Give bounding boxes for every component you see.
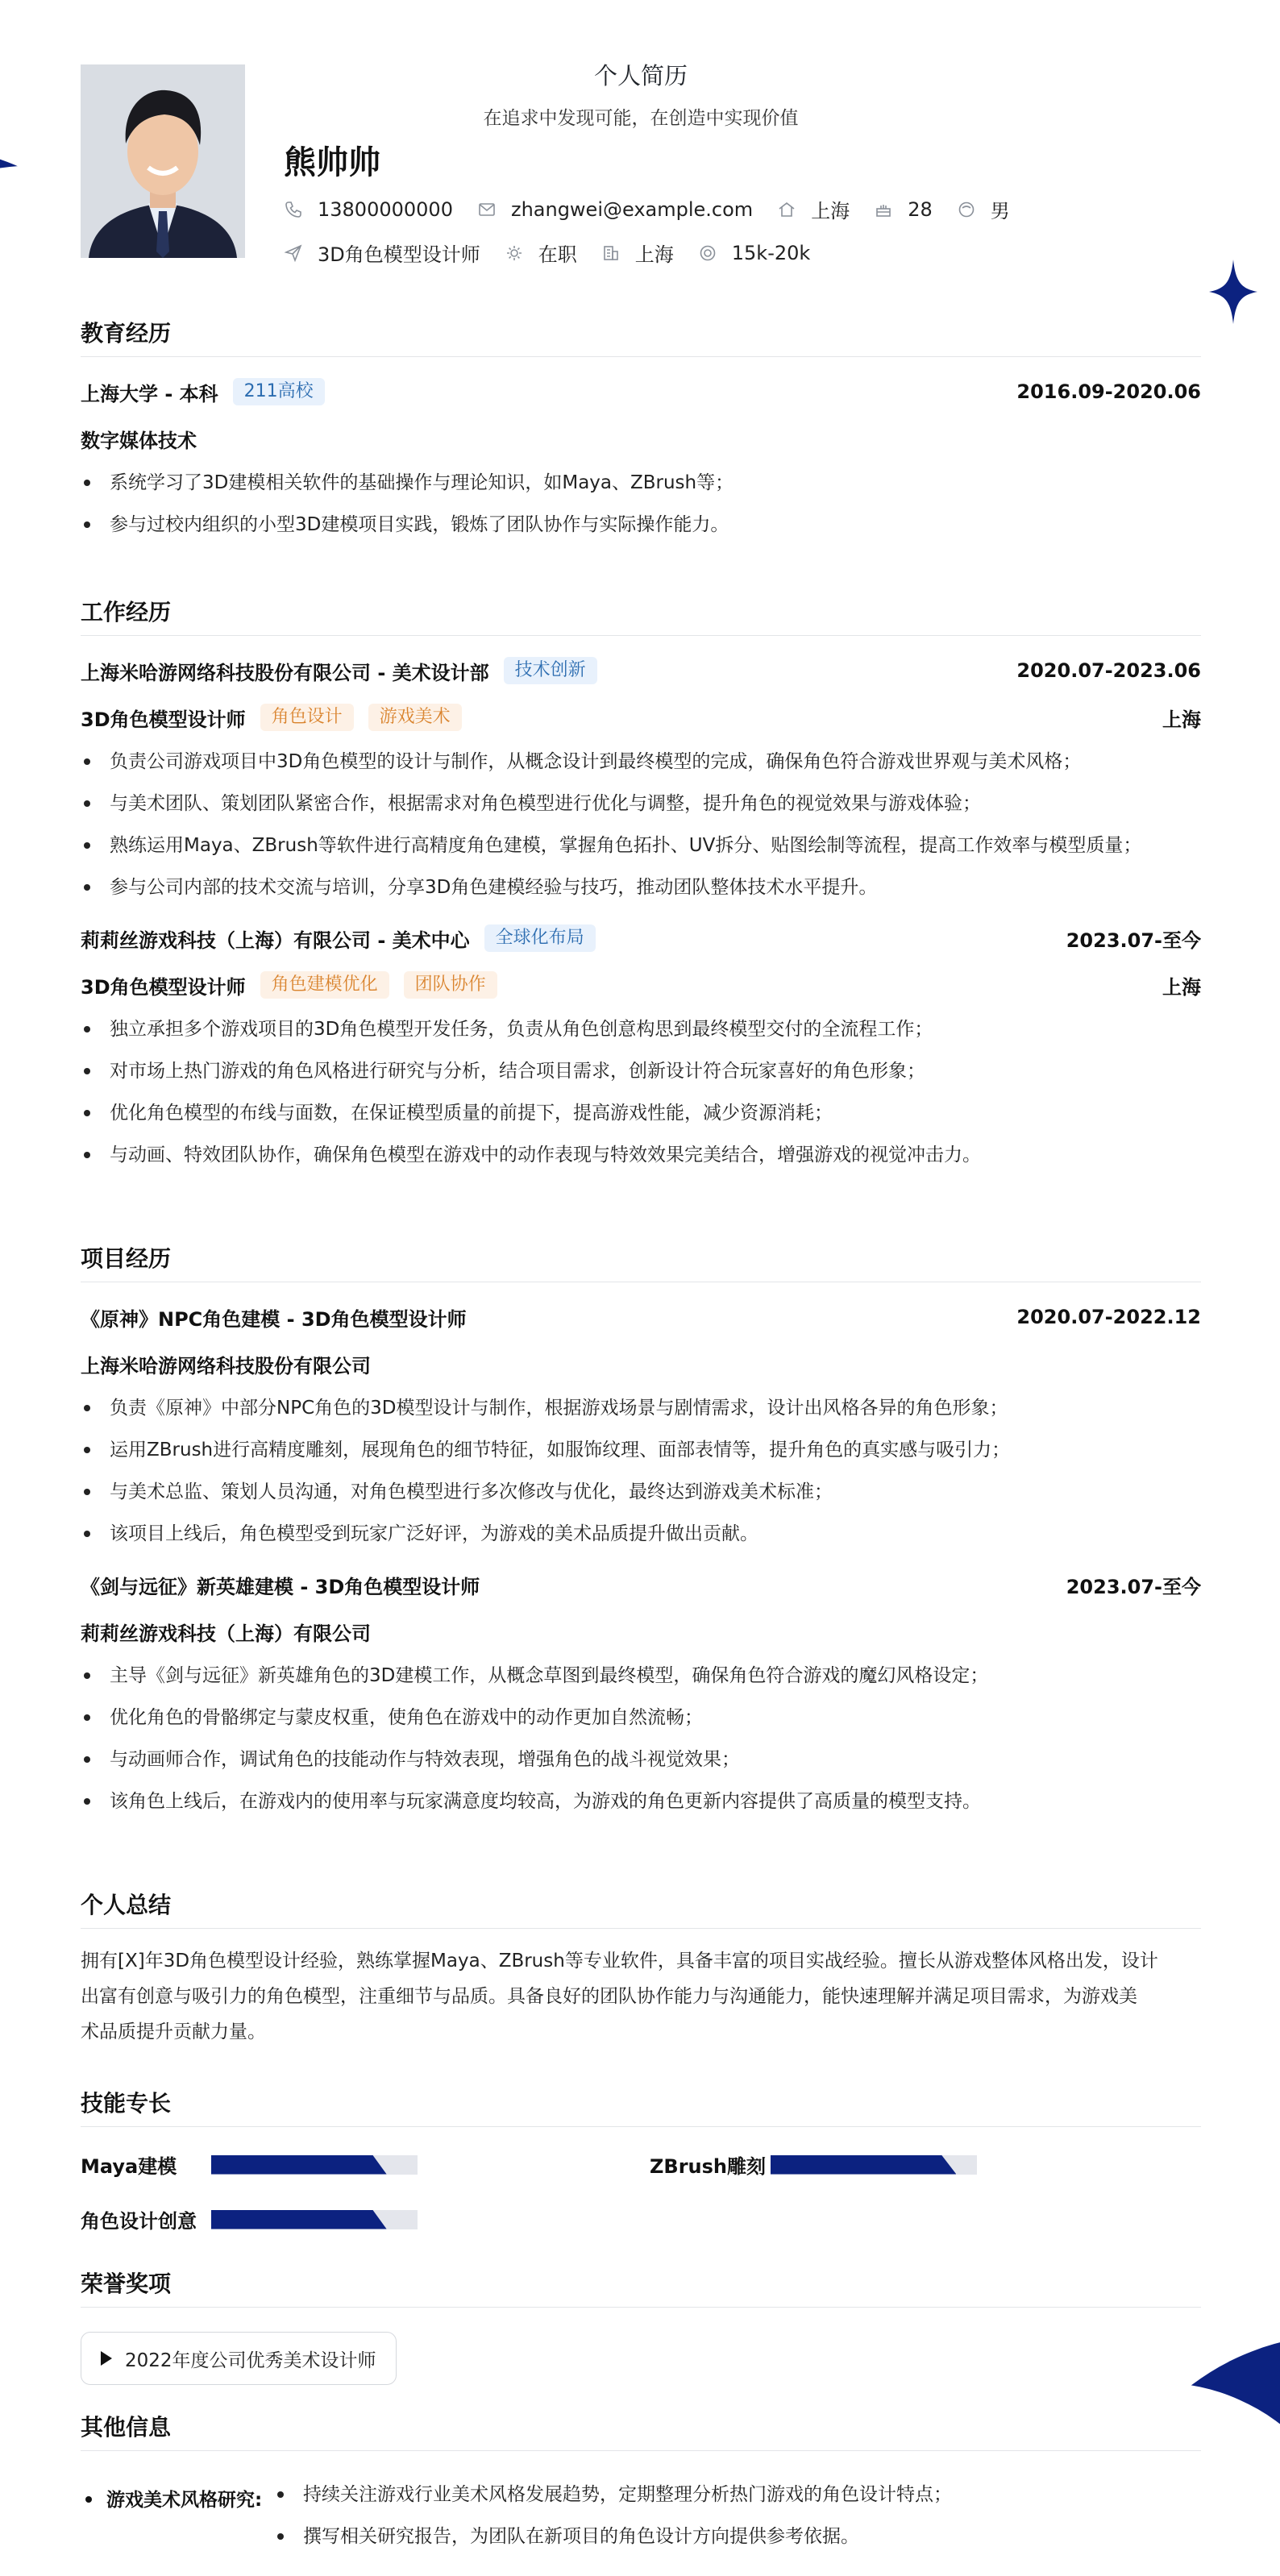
hometown-value: 上海 <box>811 200 850 222</box>
project-header-row <box>81 1561 1201 1608</box>
project-date: 2023.07-至今 <box>1066 1575 1201 1598</box>
list-item: 与动画师合作，调试角色的技能动作与特效表现，增强角色的战斗视觉效果； <box>81 1739 1201 1780</box>
education-header-row <box>81 368 1201 415</box>
user-icon <box>957 200 976 219</box>
list-item: 独立承担多个游戏项目的3D角色模型开发任务，负责从角色创意构思到最终模型交付的全流程工作； <box>81 1008 1201 1050</box>
company-tag: 全球化布局 <box>484 924 596 952</box>
position-value: 3D角色模型设计师 <box>318 243 480 266</box>
list-item: 对市场上热门游戏的角色风格进行研究与分析，结合项目需求，创新设计符合玩家喜好的角色形象； <box>81 1050 1201 1092</box>
project-header-row <box>81 1294 1201 1340</box>
summary-line: 拥有[X]年3D角色模型设计经验，熟练掌握Maya、ZBrush等专业软件，具备丰富的项目实战经验。擅长从游戏整体风格出发，设计 <box>81 1951 1158 1971</box>
role-tag: 角色设计 <box>260 704 354 731</box>
company-name: 莉莉丝游戏科技（上海）有限公司 - 美术中心 <box>81 929 470 952</box>
list-item: 优化角色的骨骼绑定与蒙皮权重，使角色在游戏中的动作更加自然流畅； <box>81 1697 1201 1739</box>
other-section <box>81 2410 1201 2547</box>
job-intent-row <box>284 239 834 267</box>
position-item <box>284 239 480 267</box>
school-tag: 211高校 <box>233 378 325 405</box>
mail-icon <box>477 200 497 219</box>
project-bullets <box>81 1387 1201 1555</box>
salary-value: 15k-20k <box>731 241 811 264</box>
other-bullets <box>274 2474 952 2557</box>
gender-item <box>957 195 1010 223</box>
job-header-row <box>81 915 1201 962</box>
list-item: 负责公司游戏项目中3D角色模型的设计与制作，从概念设计到最终模型的完成，确保角色符合游戏世界观与美术风格； <box>81 741 1201 783</box>
candidate-name: 熊帅帅 <box>284 144 380 181</box>
salary-item <box>698 242 811 264</box>
summary-line: 术品质提升贡献力量。 <box>81 2021 266 2042</box>
award-item <box>81 2332 397 2385</box>
section-title: 项目经历 <box>81 1241 1201 1282</box>
skill-bar-fill <box>211 2155 387 2175</box>
company-name: 上海米哈游网络科技股份有限公司 - 美术设计部 <box>81 661 489 684</box>
role-tag: 游戏美术 <box>368 704 462 731</box>
major-row <box>81 415 1201 462</box>
job-location: 上海 <box>1162 975 1201 999</box>
list-item: 该角色上线后，在游戏内的使用率与玩家满意度均较高，为游戏的角色更新内容提供了高质量的模型支持。 <box>81 1780 1201 1822</box>
list-item: 参与过校内组织的小型3D建模项目实践，锻炼了团队协作与实际操作能力。 <box>81 504 1201 546</box>
job-role-row <box>81 962 1201 1008</box>
hometown-item <box>777 195 850 223</box>
section-title: 个人总结 <box>81 1888 1201 1929</box>
job-location: 上海 <box>1162 708 1201 731</box>
role-tag: 团队协作 <box>404 971 497 999</box>
skill-label: 角色设计创意 <box>81 2210 197 2233</box>
section-title: 工作经历 <box>81 595 1201 636</box>
school-name: 上海大学 - 本科 <box>81 382 218 405</box>
skill-bar-fill <box>771 2155 956 2175</box>
coin-icon <box>698 243 717 263</box>
job-role: 3D角色模型设计师 <box>81 975 246 999</box>
skill-bar <box>211 2210 418 2229</box>
summary-line: 出富有创意与吸引力的角色模型，注重细节与品质。具备良好的团队协作能力与沟通能力，能快速理解并满足项目需求，为游戏美 <box>81 1986 1137 2007</box>
email-item <box>477 198 753 221</box>
skill-item <box>81 2150 418 2179</box>
city-value: 上海 <box>634 243 674 266</box>
section-title: 其他信息 <box>81 2410 1201 2451</box>
summary-section <box>81 1888 1201 2050</box>
project-company: 上海米哈游网络科技股份有限公司 <box>81 1354 371 1377</box>
city-item <box>601 239 674 267</box>
major: 数字媒体技术 <box>81 429 197 452</box>
section-title: 荣誉奖项 <box>81 2266 1201 2308</box>
work-section <box>81 595 1201 1176</box>
skill-item <box>650 2150 977 2179</box>
gender-value: 男 <box>990 200 1010 222</box>
list-item: 参与公司内部的技术交流与培训，分享3D角色建模经验与技巧，推动团队整体技术水平提升。 <box>81 866 1201 908</box>
list-item: 与美术总监、策划人员沟通，对角色模型进行多次修改与优化，最终达到游戏美术标准； <box>81 1471 1201 1513</box>
home-icon <box>777 200 796 219</box>
list-item: 运用ZBrush进行高精度雕刻，展现角色的细节特征，如服饰纹理、面部表情等，提升角色的真实感与吸引力； <box>81 1429 1201 1471</box>
contact-row <box>284 195 1034 223</box>
project-bullets <box>81 1655 1201 1822</box>
document-title: 个人简历 <box>593 62 688 89</box>
phone-item <box>284 198 453 221</box>
other-label: 游戏美术风格研究: <box>81 2485 262 2512</box>
resume-page <box>81 0 1201 2547</box>
age-item <box>874 198 933 221</box>
project-company-row <box>81 1608 1201 1655</box>
job-date: 2023.07-至今 <box>1066 929 1201 952</box>
list-item: 熟练运用Maya、ZBrush等软件进行高精度角色建模，掌握角色拓扑、UV拆分、贴图绘制等流程，提高工作效率与模型质量； <box>81 825 1201 866</box>
sparkle-icon <box>1209 260 1257 324</box>
job-bullets <box>81 1008 1201 1176</box>
company-tag: 技术创新 <box>504 657 597 684</box>
project-name: 《剑与远征》新英雄建模 - 3D角色模型设计师 <box>81 1575 480 1598</box>
job-date: 2020.07-2023.06 <box>1016 659 1201 682</box>
list-item: 与美术团队、策划团队紧密合作，根据需求对角色模型进行优化与调整，提升角色的视觉效果与游戏体验； <box>81 783 1201 825</box>
send-icon <box>284 243 303 263</box>
list-item: 与动画、特效团队协作，确保角色模型在游戏中的动作表现与特效效果完美结合，增强游戏的视觉冲击力。 <box>81 1134 1201 1176</box>
phone-value: 13800000000 <box>318 197 453 221</box>
resume-header <box>81 0 1201 290</box>
job-bullets <box>81 741 1201 908</box>
list-item: 优化角色模型的布线与面数，在保证模型质量的前提下，提高游戏性能，减少资源消耗； <box>81 1092 1201 1134</box>
skill-label: ZBrush雕刻 <box>650 2155 766 2178</box>
section-title: 教育经历 <box>81 316 1201 357</box>
status-item <box>505 239 577 267</box>
status-value: 在职 <box>538 243 577 266</box>
list-item: 持续关注游戏行业美术风格发展趋势，定期整理分析热门游戏的角色设计特点； <box>274 2474 952 2516</box>
skill-bar <box>211 2155 418 2175</box>
project-name: 《原神》NPC角色建模 - 3D角色模型设计师 <box>81 1307 467 1331</box>
education-date: 2016.09-2020.06 <box>1016 380 1201 403</box>
award-label: 2022年度公司优秀美术设计师 <box>125 2350 376 2371</box>
education-bullets <box>81 462 1201 546</box>
role-tag: 角色建模优化 <box>260 971 389 999</box>
list-item: 系统学习了3D建模相关软件的基础操作与理论知识，如Maya、ZBrush等； <box>81 462 1201 504</box>
job-role: 3D角色模型设计师 <box>81 708 246 731</box>
job-role-row <box>81 694 1201 741</box>
motto: 在追求中发现可能，在创造中实现价值 <box>483 108 799 129</box>
education-section <box>81 316 1201 546</box>
skill-bar <box>771 2155 977 2175</box>
summary-text <box>81 1943 1201 2050</box>
email-value: zhangwei@example.com <box>510 197 754 221</box>
list-item: 撰写相关研究报告，为团队在新项目的角色设计方向提供参考依据。 <box>274 2516 952 2557</box>
skill-item <box>81 2205 418 2233</box>
skill-label: Maya建模 <box>81 2155 177 2178</box>
skills-section <box>81 2086 1201 2255</box>
skill-bar-fill <box>211 2210 387 2229</box>
project-company: 莉莉丝游戏科技（上海）有限公司 <box>81 1622 371 1645</box>
building-icon <box>601 243 621 263</box>
sun-icon <box>505 243 524 263</box>
job-header-row <box>81 647 1201 694</box>
project-date: 2020.07-2022.12 <box>1016 1306 1201 1328</box>
projects-section <box>81 1241 1201 1822</box>
phone-icon <box>284 200 303 219</box>
awards-section <box>81 2266 1201 2395</box>
age-value: 28 <box>908 197 933 221</box>
list-item: 负责《原神》中部分NPC角色的3D模型设计与制作，根据游戏场景与剧情需求，设计出风格各异的角色形象； <box>81 1387 1201 1429</box>
project-company-row <box>81 1340 1201 1387</box>
section-title: 技能专长 <box>81 2086 1201 2127</box>
profile-photo <box>81 64 245 258</box>
list-item: 该项目上线后，角色模型受到玩家广泛好评，为游戏的美术品质提升做出贡献。 <box>81 1513 1201 1555</box>
cake-icon <box>874 200 893 219</box>
triangle-right-icon <box>101 2351 112 2366</box>
list-item: 主导《剑与远征》新英雄角色的3D建模工作，从概念草图到最终模型，确保角色符合游戏的魔幻风格设定； <box>81 1655 1201 1697</box>
